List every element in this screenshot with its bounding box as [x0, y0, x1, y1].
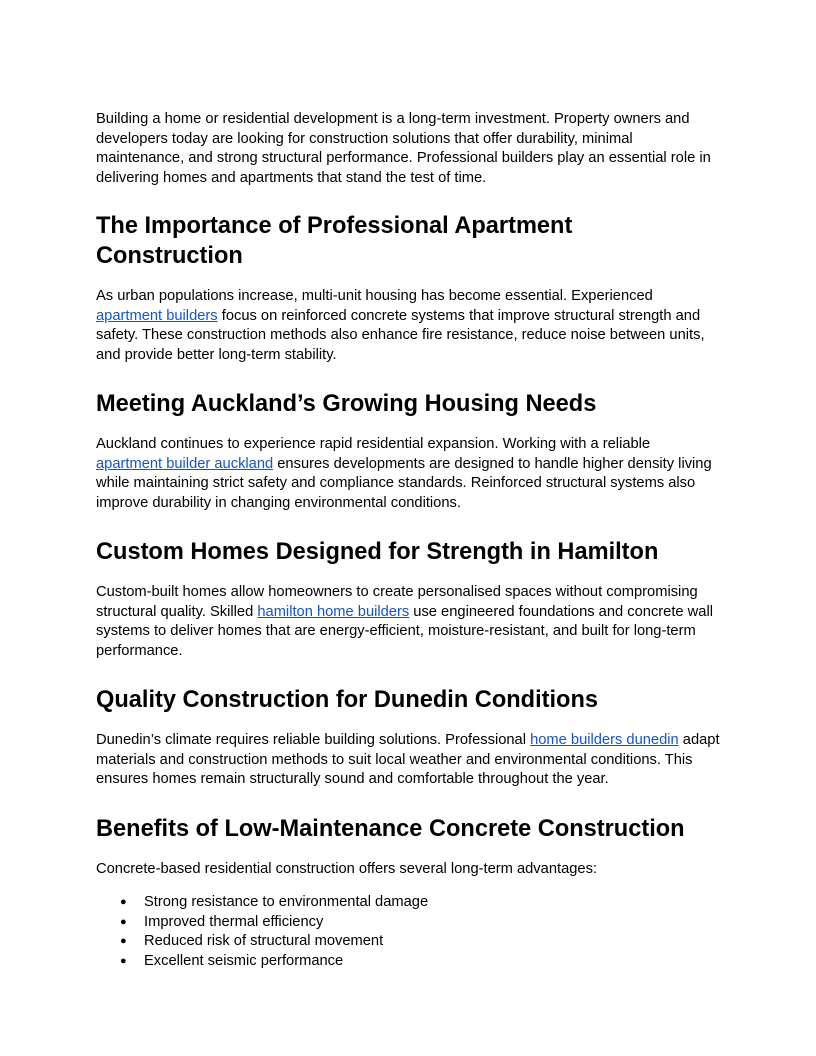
list-item: ● Excellent seismic performance — [96, 952, 720, 972]
bullet-icon: ● — [120, 935, 127, 948]
section-dunedin-construction — [96, 685, 720, 790]
section-apartment-construction — [96, 211, 720, 365]
intro-paragraph: Building a home or residential development is a long-term investment. Property owners and developers today are looking for construction solutions that offer durability, minimal maintenance, and strong structural performance. Professional builders play an essential role in delivering homes and apartments that stand the test of time. — [96, 111, 711, 186]
section-heading: Custom Homes Designed for Strength in Hamilton — [96, 539, 659, 565]
apartment-builders-link[interactable]: apartment builders — [96, 307, 218, 324]
section-heading: Quality Construction for Dunedin Conditions — [96, 687, 598, 713]
bullet-icon: ● — [120, 915, 127, 928]
list-item: ● Strong resistance to environmental damage — [96, 893, 720, 913]
section-heading: Benefits of Low-Maintenance Concrete Construction — [96, 815, 685, 842]
section-paragraph: Dunedin’s climate requires reliable building solutions. Professional home builders dunedin adapt materials and construction methods to suit local weather and environmental conditions. This ensures homes remain structurally sound and comfortable throughout the year. — [96, 732, 720, 787]
benefits-list — [96, 893, 720, 971]
bullet-icon: ● — [120, 896, 127, 908]
hamilton-home-builders-link[interactable]: hamilton home builders — [257, 603, 410, 620]
section-paragraph: As urban populations increase, multi-unit housing has become essential. Experienced apartment builders focus on reinforced concrete systems that improve structural strength and safety. These construction methods also enhance fire resistance, reduce noise between units, and provide better long-term stability. — [96, 288, 705, 363]
section-paragraph: Auckland continues to experience rapid residential expansion. Working with a reliable apartment builder auckland ensures developments are designed to handle higher density living while maintaining strict safety and compliance standards. Reinforced structural systems also improve durability in changing environmental conditions. — [96, 436, 712, 511]
section-heading: Meeting Auckland’s Growing Housing Needs — [96, 391, 597, 417]
apartment-builder-auckland-link[interactable]: apartment builder auckland — [96, 455, 274, 472]
list-item: ● Improved thermal efficiency — [96, 913, 720, 933]
section-paragraph: Custom-built homes allow homeowners to create personalised spaces without compromising structural quality. Skilled hamilton home builders use engineered foundations and concrete wall systems to deliver homes that are energy-efficient, moisture-resistant, and built for long-term performance. — [96, 584, 713, 659]
section-concrete-benefits — [96, 814, 720, 880]
section-heading: The Importance of Professional Apartment Construction — [96, 213, 573, 269]
section-paragraph: Concrete-based residential construction offers several long-term advantages: — [96, 860, 598, 877]
section-auckland-housing — [96, 389, 720, 513]
list-item: ● Reduced risk of structural movement — [96, 932, 720, 952]
bullet-icon: ● — [120, 954, 127, 967]
home-builders-dunedin-link[interactable]: home builders dunedin — [530, 732, 679, 748]
section-hamilton-homes — [96, 537, 720, 661]
